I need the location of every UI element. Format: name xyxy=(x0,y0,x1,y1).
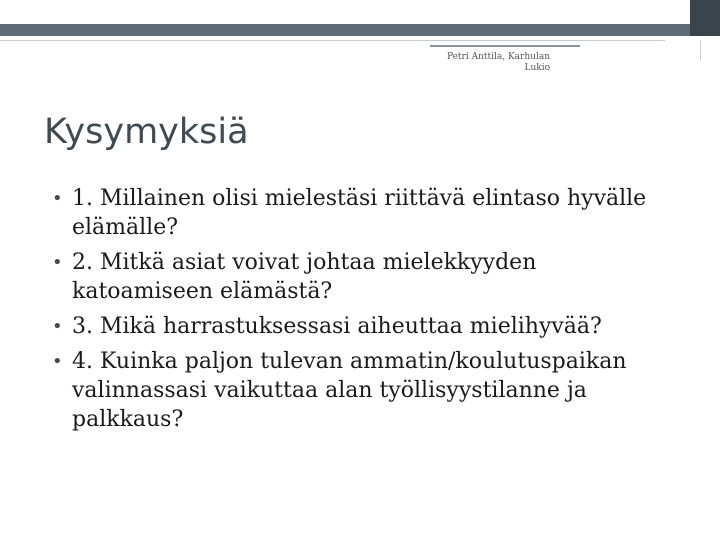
header-accent-rule xyxy=(430,45,580,47)
bullet-icon: • xyxy=(52,188,63,209)
author-credit xyxy=(410,52,550,74)
question-text: 1. Millainen olisi mielestäsi riittävä elintaso hyvälle elämälle? xyxy=(72,186,647,240)
question-list xyxy=(50,184,680,440)
question-text: 2. Mitkä asiat voivat johtaa mielekkyyden katoamiseen elämästä? xyxy=(72,250,537,304)
bullet-icon: • xyxy=(52,316,63,337)
list-item xyxy=(50,184,680,242)
bullet-icon: • xyxy=(52,252,63,273)
question-text: 3. Mikä harrastuksessasi aiheuttaa mielihyvää? xyxy=(72,314,602,339)
list-item xyxy=(50,312,680,341)
author-line-2: Lukio xyxy=(524,63,550,73)
question-text: 4. Kuinka paljon tulevan ammatin/koulutuspaikan valinnassasi vaikuttaa alan työllisyystilanne ja palkkaus? xyxy=(72,349,627,432)
list-item xyxy=(50,248,680,306)
header-bar xyxy=(0,24,690,36)
slide-title: Kysymyksiä xyxy=(44,112,249,152)
author-line-1: Petri Anttila, Karhulan xyxy=(446,52,550,62)
bullet-icon: • xyxy=(52,351,63,372)
header-corner-block xyxy=(690,0,720,36)
header-rule xyxy=(0,40,665,41)
list-item xyxy=(50,347,680,434)
header-side-rule xyxy=(700,40,701,60)
